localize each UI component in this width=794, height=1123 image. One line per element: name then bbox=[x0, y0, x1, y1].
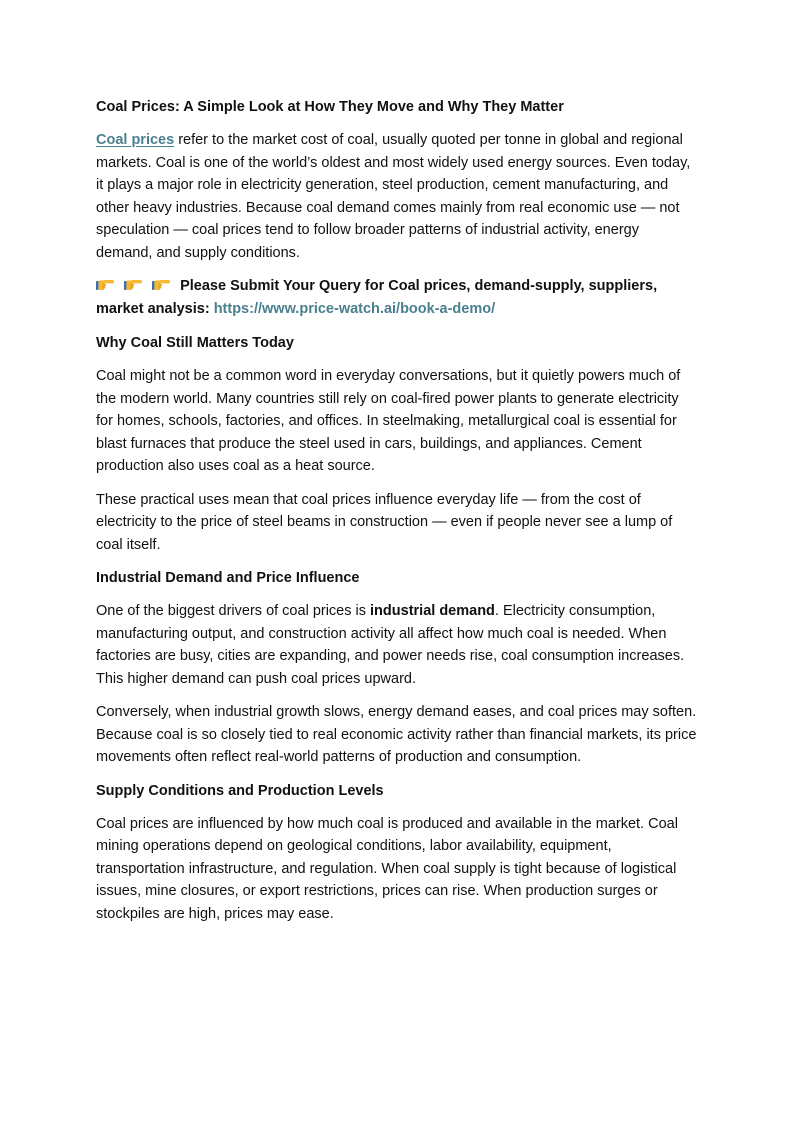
cta-paragraph bbox=[96, 275, 698, 321]
industrial-demand-bold: industrial demand bbox=[370, 603, 495, 619]
section-heading-supply-conditions: Supply Conditions and Production Levels bbox=[96, 782, 384, 799]
intro-text: refer to the market cost of coal, usually quoted per tonne in global and regional markets. Coal is one of the world’s oldest and most widely used energy sources. Even today, it plays a major role in electricity generation, steel production, cement manufacturing, and other heavy industries. Because coal demand comes mainly from real economic use — not speculation — coal prices tend to follow broader patterns of industrial activity, energy demand, and supply conditions. bbox=[96, 132, 691, 261]
coal-prices-link[interactable]: Coal prices bbox=[96, 132, 175, 148]
industrial-demand-paragraph-1 bbox=[96, 600, 698, 690]
cta-text: Please Submit Your Query for Coal prices, demand-supply, suppliers, market analysis: bbox=[96, 278, 658, 317]
industrial-demand-paragraph-2: Conversely, when industrial growth slows, energy demand eases, and coal prices may soften. Because coal is so closely tied to real economic activity rather than financial markets, its price movements often reflect real-world patterns of production and consumption. bbox=[96, 704, 697, 765]
why-coal-paragraph-1: Coal might not be a common word in everyday conversations, but it quietly powers much of the modern world. Many countries still rely on coal-fired power plants to generate electricity for homes, schools, factories, and offices. In steelmaking, metallurgical coal is essential for blast furnaces that produce the steel used in cars, buildings, and appliances. Cement production also uses coal as a heat source. bbox=[96, 368, 681, 474]
cta-icons bbox=[96, 278, 180, 294]
industrial-demand-text-before: One of the biggest drivers of coal prices is bbox=[96, 603, 371, 619]
industrial-demand-text-after: . Electricity consumption, manufacturing output, and construction activity all affect how much coal is needed. When factories are busy, cities are expanding, and power needs rise, coal consumption increases. This higher demand can push coal prices upward. bbox=[96, 603, 685, 687]
section-heading-industrial-demand: Industrial Demand and Price Influence bbox=[96, 570, 360, 586]
pointing-hand-icon bbox=[152, 276, 170, 292]
pointing-hand-icon bbox=[124, 276, 142, 292]
book-a-demo-link[interactable]: https://www.price-watch.ai/book-a-demo/ bbox=[213, 301, 496, 317]
document-title: Coal Prices: A Simple Look at How They Move and Why They Matter bbox=[96, 99, 564, 115]
intro-paragraph bbox=[96, 129, 698, 264]
supply-conditions-paragraph-1: Coal prices are influenced by how much coal is produced and available in the market. Coal mining operations depend on geological conditions, labor availability, equipment, transportation infrastructure, and regulation. When coal supply is tight because of logistical issues, mine closures, or export restrictions, prices can rise. When production surges or stockpiles are high, prices may ease. bbox=[96, 815, 678, 922]
why-coal-paragraph-2: These practical uses mean that coal prices influence everyday life — from the cost of electricity to the price of steel beams in construction — even if people never see a lump of coal itself. bbox=[96, 491, 673, 553]
pointing-hand-icon bbox=[96, 276, 114, 292]
section-heading-why-coal: Why Coal Still Matters Today bbox=[96, 335, 294, 351]
